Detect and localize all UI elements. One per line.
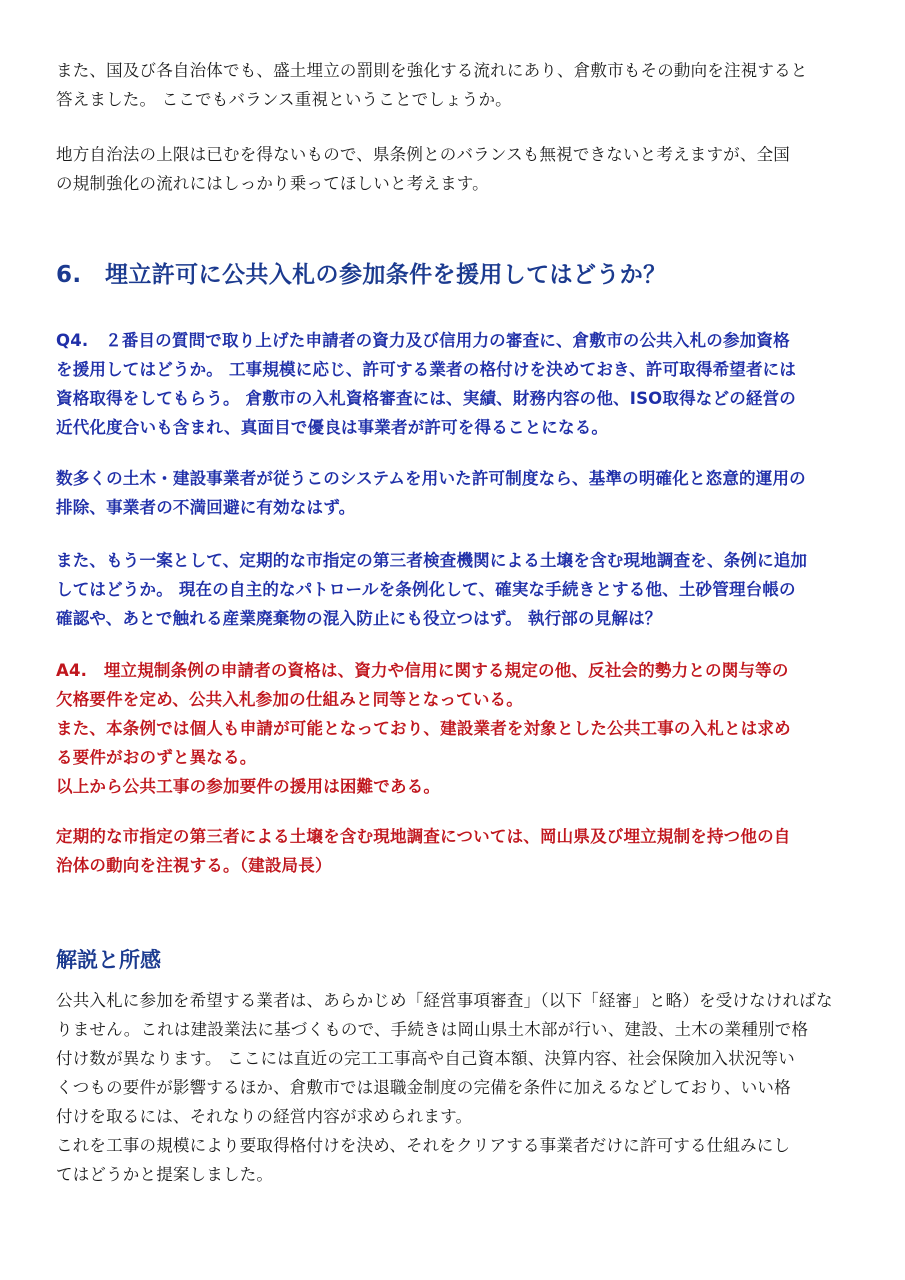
text-line: 近代化度合いも含まれ、真面目で優良は事業者が許可を得ることになる。 — [56, 418, 609, 437]
text-line: 欠格要件を定め、公共入札参加の仕組みと同等となっている。 — [56, 690, 523, 709]
paragraph-intro — [56, 56, 856, 114]
text-line: また、国及び各自治体でも、盛土埋立の罰則を強化する流れにあり、倉敷市もその動向を注視すると — [56, 61, 808, 80]
text-line: を援用してはどうか。 工事規模に応じ、許可する業者の格付けを決めておき、許可取得希望者には — [56, 360, 797, 379]
text-line: 資格取得をしてもらう。 倉敷市の入札資格審査には、実績、財務内容の他、ISO取得などの経営の — [56, 389, 796, 408]
text-line: 確認や、あとで触れる産業廃棄物の混入防止にも役立つはず。 執行部の見解は？ — [56, 609, 662, 628]
text-line: 公共入札に参加を希望する業者は、あらかじめ「経営事項審査」（以下「経審」と略）を受けなければな — [56, 991, 833, 1010]
text-line: A4. 埋立規制条例の申請者の資格は、資力や信用に関する規定の他、反社会的勢力との関与等の — [56, 661, 789, 680]
text-line: 治体の動向を注視する。（建設局長） — [56, 856, 332, 875]
text-line: これを工事の規模により要取得格付けを決め、それをクリアする事業者だけに許可する仕組みにし — [56, 1136, 791, 1155]
text-line: 付け数が異なります。 ここには直近の完工工事高や自己資本額、決算内容、社会保険加入状況等い — [56, 1049, 795, 1068]
text-line: 排除、事業者の不満回避に有効なはず。 — [56, 498, 356, 517]
text-line: 定期的な市指定の第三者による土壌を含む現地調査については、岡山県及び埋立規制を持つ他の自 — [56, 827, 791, 846]
text-line: また、本条例では個人も申請が可能となっており、建設業者を対象とした公共工事の入札とは求め — [56, 719, 791, 738]
text-line: くつもの要件が影響するほか、倉敷市では退職金制度の完備を条件に加えるなどしており、いい格 — [56, 1078, 791, 1097]
question-paragraph-1 — [56, 326, 856, 442]
paragraph-opinion — [56, 140, 856, 198]
section-heading: 6. 埋立許可に公共入札の参加条件を援用してはどうか？ — [56, 262, 667, 288]
commentary-heading: 解説と所感 — [56, 948, 161, 972]
text-line: る要件がおのずと異なる。 — [56, 748, 257, 767]
text-line: 以上から公共工事の参加要件の援用は困難である。 — [56, 777, 441, 796]
text-line: Q4. ２番目の質問で取り上げた申請者の資力及び信用力の審査に、倉敷市の公共入札の参加資格 — [56, 331, 790, 350]
text-line: 数多くの土木・建設事業者が従うこのシステムを用いた許可制度なら、基準の明確化と恣意的運用の — [56, 469, 806, 488]
question-paragraph-2 — [56, 464, 856, 522]
answer-paragraph-1 — [56, 656, 856, 801]
question-paragraph-3 — [56, 546, 856, 633]
text-line: 答えました。 ここでもバランス重視ということでしょうか。 — [56, 90, 512, 109]
text-line: 地方自治法の上限は已むを得ないもので、県条例とのバランスも無視できないと考えますが、全国 — [56, 145, 790, 164]
text-line: また、もう一案として、定期的な市指定の第三者検査機関による土壌を含む現地調査を、条例に追加 — [56, 551, 808, 570]
text-line: 付けを取るには、それなりの経営内容が求められます。 — [56, 1107, 473, 1126]
answer-paragraph-2 — [56, 822, 856, 880]
text-line: てはどうかと提案しました。 — [56, 1165, 274, 1184]
text-line: の規制強化の流れにはしっかり乗ってほしいと考えます。 — [56, 174, 489, 193]
text-line: してはどうか。 現在の自主的なパトロールを条例化して、確実な手続きとする他、土砂管理台帳の — [56, 580, 796, 599]
text-line: りません。これは建設業法に基づくもので、手続きは岡山県土木部が行い、建設、土木の業種別で格 — [56, 1020, 809, 1039]
commentary-paragraph — [56, 986, 856, 1189]
